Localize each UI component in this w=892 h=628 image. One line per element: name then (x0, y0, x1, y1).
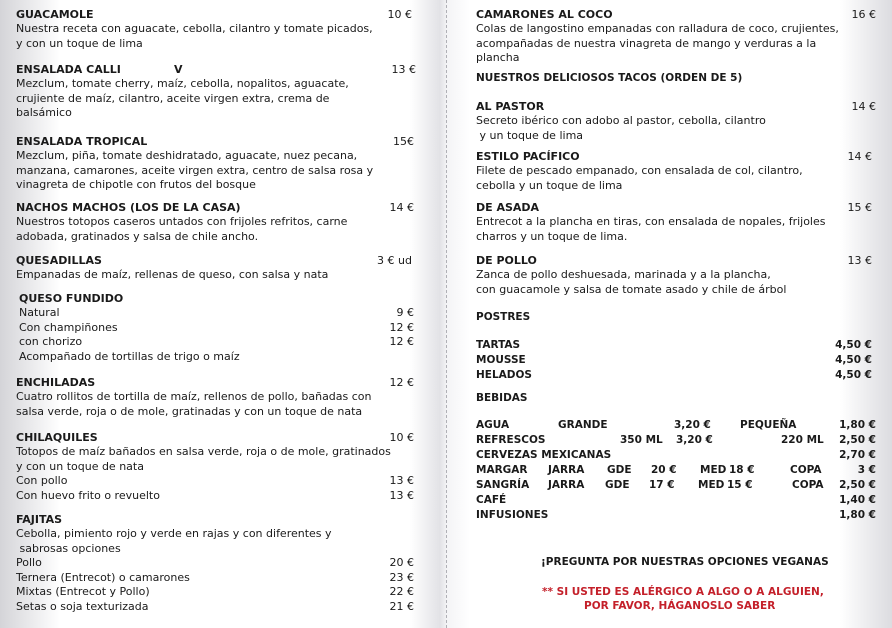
bebida-size: PEQUEÑA (740, 419, 797, 431)
item-desc: charros y un toque de lima. (476, 229, 628, 243)
item-price: 13 € (847, 254, 872, 267)
item-desc: sabrosas opciones (16, 541, 121, 555)
option-price: 20 € (389, 556, 414, 569)
postre-price: 4,50 € (835, 369, 872, 381)
item-desc: Colas de langostino empanadas con ralladura de coco, crujientes, (476, 22, 839, 35)
postre-label: TARTAS (476, 339, 521, 351)
item-title: ENSALADA CALLI (16, 63, 121, 76)
bebidas-list (476, 418, 876, 523)
option-label: Pollo (16, 556, 42, 569)
menu-item-nachos (16, 201, 418, 244)
menu-item-fajitas (16, 513, 418, 614)
item-desc: Cuatro rollitos de tortilla de maíz, rellenos de pollo, bañadas con (16, 390, 372, 403)
option-row (16, 335, 418, 350)
item-price: 14 € (389, 201, 414, 214)
tacos-section-header: NUESTROS DELICIOSOS TACOS (ORDEN DE 5) (476, 72, 743, 84)
bebida-label: REFRESCOS (476, 434, 546, 446)
allergy-warning-line2: POR FAVOR, HÁGANOSLO SABER (584, 600, 776, 612)
bebida-size: GDE (605, 479, 630, 491)
item-desc: Secreto ibérico con adobo al pastor, cebolla, cilantro (476, 114, 766, 127)
item-desc: acompañadas de nuestra vinagreta de mango y verduras a la (476, 36, 817, 50)
item-desc: vinagreta de chipotle con frutos del bosque (16, 178, 256, 191)
bebida-label: MARGAR (476, 464, 528, 476)
option-row (16, 556, 418, 571)
bebida-price: 3,20 € (676, 434, 713, 446)
option-row (16, 585, 418, 600)
option-row (16, 571, 418, 586)
bebida-size: MED (700, 464, 727, 476)
menu-item-chilaquiles (16, 431, 418, 503)
option-price: 9 € (396, 306, 414, 319)
vegetarian-mark: V (174, 63, 183, 76)
option-label: Con pollo (16, 474, 68, 487)
bebida-row-agua (476, 418, 876, 433)
postre-row (476, 338, 876, 353)
item-price: 15 € (847, 201, 872, 214)
postre-row (476, 353, 876, 368)
menu-item-enchiladas (16, 376, 418, 419)
item-title: DE POLLO (476, 254, 537, 267)
bebida-label: INFUSIONES (476, 509, 549, 521)
item-price: 10 € (387, 8, 412, 21)
item-price: 16 € (851, 8, 876, 21)
option-label: Setas o soja texturizada (16, 599, 149, 613)
menu-item-guacamole (16, 8, 418, 51)
menu-item-queso-fundido (16, 292, 418, 364)
bebida-label: AGUA (476, 419, 510, 431)
bebida-row-refrescos (476, 433, 876, 448)
option-row (16, 321, 418, 336)
item-desc: Filete de pescado empanado, con ensalada de col, cilantro, (476, 164, 803, 177)
item-title: FAJITAS (16, 513, 63, 526)
bebida-size: 220 ML (781, 434, 824, 446)
item-desc: Totopos de maíz bañados en salsa verde, roja o de mole, gratinados (16, 445, 391, 458)
bebida-size: GRANDE (558, 419, 608, 431)
option-row (16, 474, 418, 489)
bebidas-section-header: BEBIDAS (476, 392, 528, 404)
item-desc: crujiente de maíz, cilantro, aceite virgen extra, crema de (16, 91, 330, 105)
bebida-label: CERVEZAS MEXICANAS (476, 449, 612, 461)
page-divider (446, 0, 447, 628)
bebida-size: COPA (792, 479, 824, 491)
item-price: 10 € (389, 431, 414, 444)
postre-label: MOUSSE (476, 354, 526, 366)
option-price: 12 € (389, 335, 414, 348)
bebida-price: 18 € (729, 464, 755, 476)
item-desc: y con un toque de nata (16, 459, 144, 473)
menu-item-al-pastor (476, 100, 876, 143)
option-label: Con huevo frito o revuelto (16, 488, 160, 502)
postre-row (476, 368, 876, 383)
bebida-label: SANGRÍA (476, 479, 530, 491)
postres-list (476, 338, 876, 383)
bebida-row-sangria (476, 478, 876, 493)
bebida-size: JARRA (548, 479, 585, 491)
vegan-options-note: ¡PREGUNTA POR NUESTRAS OPCIONES VEGANAS (541, 556, 829, 568)
option-price: 23 € (389, 570, 414, 584)
option-label: Natural (19, 306, 60, 319)
option-price: 13 € (389, 474, 414, 487)
item-desc: Nuestra receta con aguacate, cebolla, cilantro y tomate picados, (16, 22, 373, 35)
option-row (16, 306, 418, 321)
item-desc: Cebolla, pimiento rojo y verde en rajas y con diferentes y (16, 527, 332, 540)
bebida-price: 3 € (857, 464, 876, 476)
postre-price: 4,50 € (835, 354, 872, 366)
bebida-price: 1,80 € (839, 419, 876, 431)
option-label: Con champiñones (19, 320, 118, 334)
option-price: 22 € (389, 585, 414, 598)
menu-item-de-asada (476, 201, 876, 244)
bebida-size: JARRA (548, 464, 585, 476)
left-menu-column (16, 0, 418, 628)
item-desc: plancha (476, 51, 520, 64)
option-row (16, 489, 418, 504)
bebida-row-infusiones (476, 508, 876, 523)
item-desc: balsámico (16, 106, 72, 119)
item-price: 14 € (847, 150, 872, 163)
bebida-price: 17 € (649, 479, 675, 491)
bebida-price: 20 € (651, 464, 677, 476)
bebida-price: 2,70 € (839, 449, 876, 461)
bebida-label: CAFÉ (476, 494, 507, 506)
bebida-price: 15 € (727, 479, 753, 491)
item-desc: Zanca de pollo deshuesada, marinada y a la plancha, (476, 268, 771, 281)
item-desc: y con un toque de lima (16, 36, 143, 50)
item-title: ENCHILADAS (16, 376, 96, 389)
item-desc: con guacamole y salsa de tomate asado y chile de árbol (476, 282, 787, 296)
option-label: con chorizo (19, 335, 83, 348)
item-desc: y un toque de lima (476, 128, 584, 142)
item-title: QUESO FUNDIDO (19, 292, 124, 305)
postres-section-header: POSTRES (476, 311, 531, 323)
option-label: Ternera (Entrecot) o camarones (16, 570, 190, 584)
postre-price: 4,50 € (835, 339, 872, 351)
menu-item-ensalada-tropical (16, 135, 418, 193)
option-price: 21 € (389, 599, 414, 613)
item-price: 15€ (393, 135, 414, 148)
option-price: 12 € (389, 320, 414, 334)
bebida-size: 350 ML (620, 434, 663, 446)
menu-item-estilo-pacifico (476, 150, 876, 193)
item-desc: Mezclum, tomate cherry, maíz, cebolla, nopalitos, aguacate, (16, 77, 349, 90)
item-desc: Empanadas de maíz, rellenas de queso, con salsa y nata (16, 268, 329, 281)
item-desc: Nuestros totopos caseros untados con frijoles refritos, carne (16, 215, 348, 228)
item-desc: cebolla y un toque de lima (476, 178, 623, 192)
bebida-price: 1,80 € (839, 509, 876, 521)
item-title: AL PASTOR (476, 100, 545, 113)
option-row (16, 600, 418, 615)
item-title: CHILAQUILES (16, 431, 98, 444)
item-title: NACHOS MACHOS (LOS DE LA CASA) (16, 201, 241, 214)
item-note: Acompañado de tortillas de trigo o maíz (19, 349, 240, 363)
item-desc: adobada, gratinados y salsa de chile ancho. (16, 229, 259, 243)
bebida-size: COPA (790, 464, 822, 476)
option-label: Mixtas (Entrecot y Pollo) (16, 585, 150, 598)
item-title: DE ASADA (476, 201, 540, 214)
bebida-row-cervezas (476, 448, 876, 463)
bebida-row-margar (476, 463, 876, 478)
item-title: ESTILO PACÍFICO (476, 150, 580, 163)
bebida-price: 1,40 € (839, 494, 876, 506)
menu-item-ensalada-calli (16, 63, 418, 121)
bebida-size: GDE (607, 464, 632, 476)
bebida-price: 3,20 € (674, 419, 711, 431)
item-price: 14 € (851, 100, 876, 113)
item-title: GUACAMOLE (16, 8, 94, 21)
bebida-price: 2,50 € (839, 479, 876, 491)
item-desc: manzana, camarones, aceite virgen extra, centro de salsa rosa y (16, 163, 374, 177)
right-menu-column (476, 0, 876, 628)
item-price: 3 € ud (377, 254, 412, 267)
bebida-row-cafe (476, 493, 876, 508)
item-price: 12 € (389, 376, 414, 389)
item-desc: salsa verde, roja o de mole, gratinadas y con un toque de nata (16, 404, 363, 418)
option-price: 13 € (389, 488, 414, 502)
allergy-warning: ** SI USTED ES ALÉRGICO A ALGO O A ALGUIEN, (542, 586, 824, 598)
item-title: CAMARONES AL COCO (476, 8, 613, 21)
item-title: QUESADILLAS (16, 254, 102, 267)
postre-label: HELADOS (476, 369, 532, 381)
menu-item-camarones-al-coco (476, 8, 876, 66)
item-price: 13 € (391, 63, 416, 76)
bebida-price: 2,50 € (839, 434, 876, 446)
bebida-size: MED (698, 479, 725, 491)
item-desc: Entrecot a la plancha en tiras, con ensalada de nopales, frijoles (476, 215, 826, 228)
menu-item-quesadillas (16, 254, 418, 283)
menu-item-de-pollo (476, 254, 876, 297)
item-title: ENSALADA TROPICAL (16, 135, 148, 148)
item-desc: Mezclum, piña, tomate deshidratado, aguacate, nuez pecana, (16, 149, 358, 162)
